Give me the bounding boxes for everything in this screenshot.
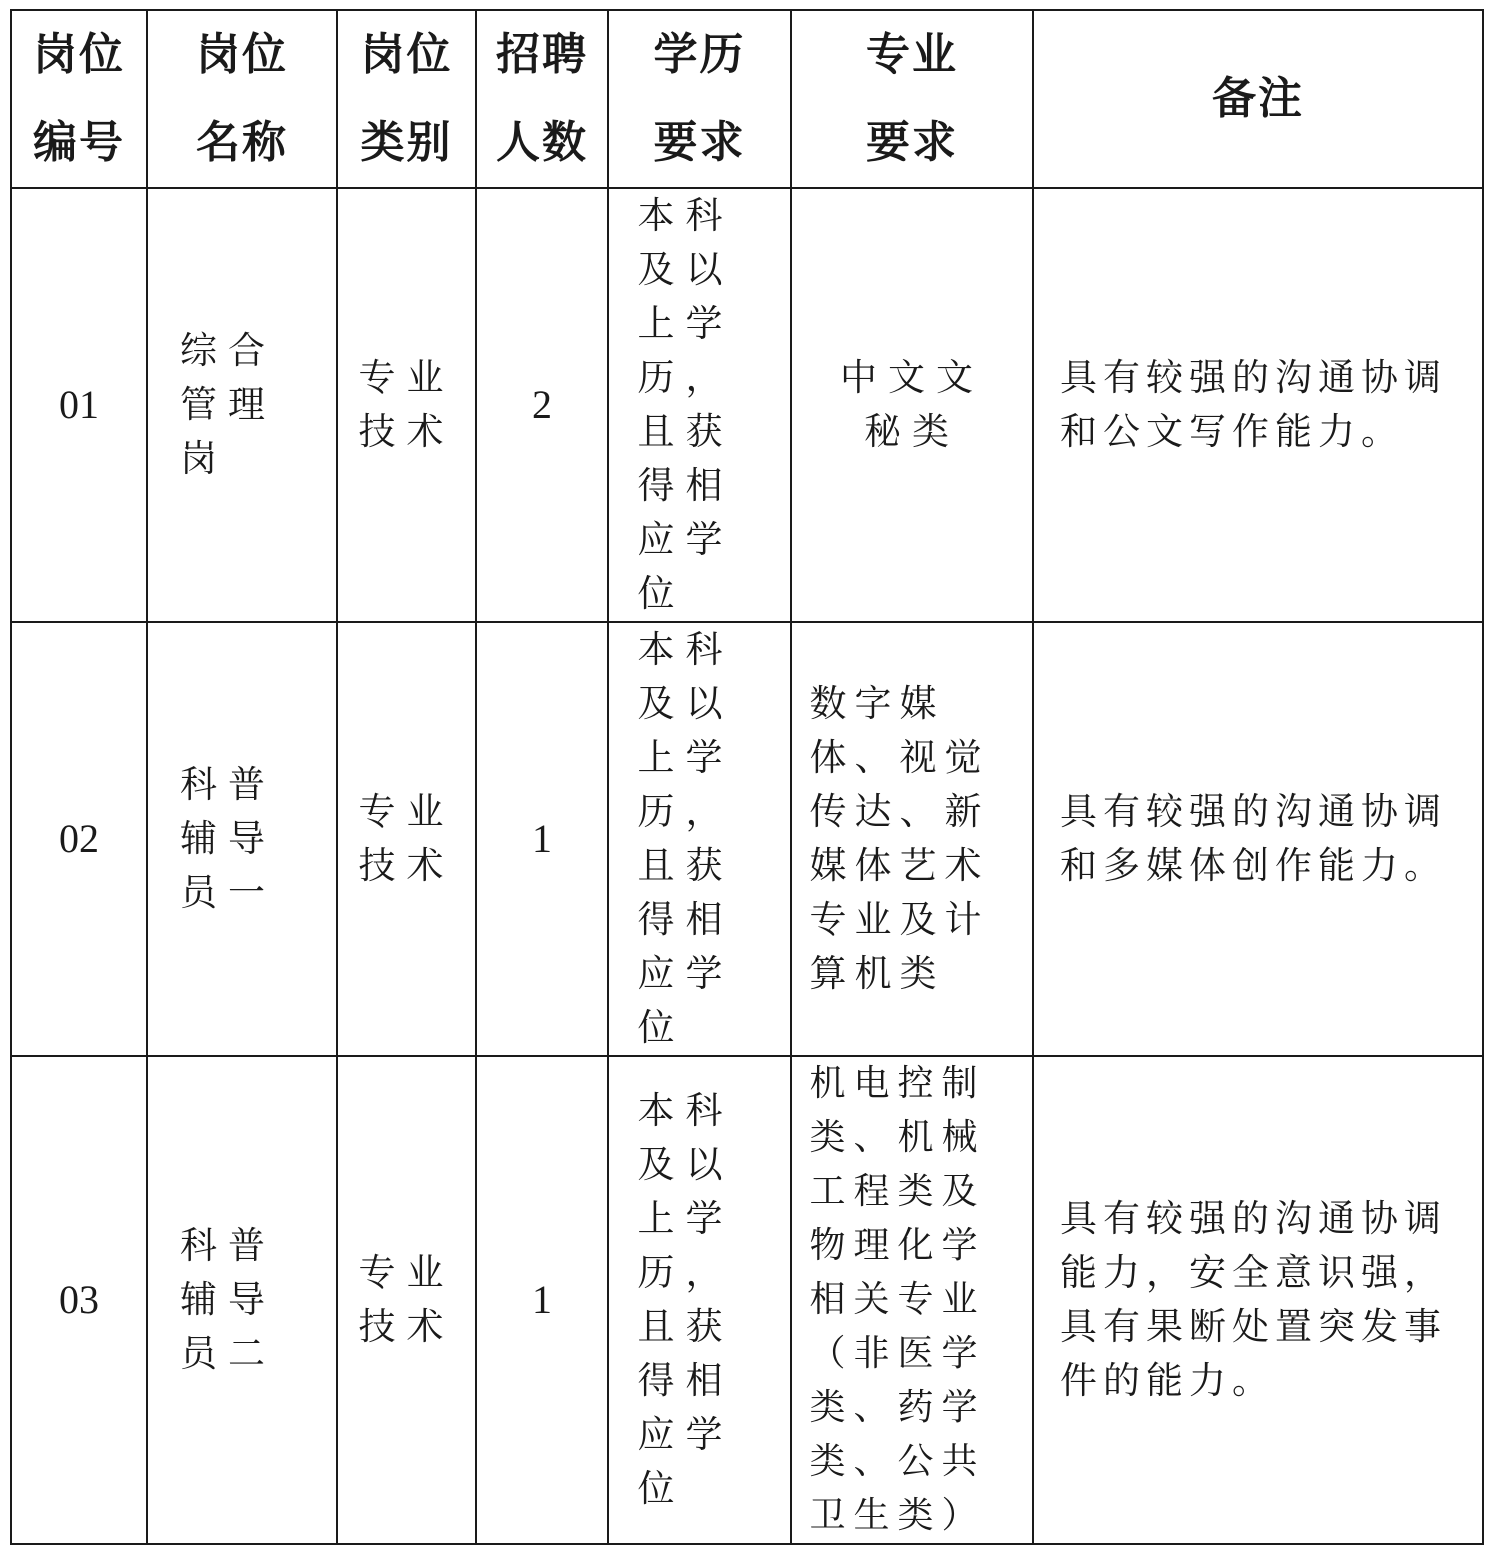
major-requirement: 机电控制类、机械工程类及物理化学相关专业（非医学类、药学类、公共卫生类）: [791, 1056, 1033, 1544]
position-name: 科普辅导员一: [147, 622, 337, 1056]
recruit-count: 2: [476, 188, 608, 622]
position-name: 综合管理岗: [147, 188, 337, 622]
header-position-name: 岗位名称: [147, 10, 337, 188]
recruit-count: 1: [476, 1056, 608, 1544]
header-notes: 备注: [1033, 10, 1483, 188]
header-row: [11, 10, 1483, 188]
education-requirement: 本科及以上学历，且获得相应学位: [608, 622, 791, 1056]
position-type: 专业技术: [337, 1056, 476, 1544]
header-position-type: 岗位类别: [337, 10, 476, 188]
position-code: 03: [11, 1056, 147, 1544]
position-type: 专业技术: [337, 622, 476, 1056]
header-education: 学历要求: [608, 10, 791, 188]
education-requirement: 本科及以上学历，且获得相应学位: [608, 188, 791, 622]
header-major: 专业要求: [791, 10, 1033, 188]
position-type: 专业技术: [337, 188, 476, 622]
major-requirement: 中文文秘类: [791, 188, 1033, 622]
notes: 具有较强的沟通协调和多媒体创作能力。: [1033, 622, 1483, 1056]
notes: 具有较强的沟通协调和公文写作能力。: [1033, 188, 1483, 622]
header-recruit-count: 招聘人数: [476, 10, 608, 188]
major-requirement: 数字媒体、视觉传达、新媒体艺术专业及计算机类: [791, 622, 1033, 1056]
position-name: 科普辅导员二: [147, 1056, 337, 1544]
table-row: [11, 188, 1483, 622]
table-row: [11, 622, 1483, 1056]
notes: 具有较强的沟通协调能力，安全意识强，具有果断处置突发事件的能力。: [1033, 1056, 1483, 1544]
education-requirement: 本科及以上学历，且获得相应学位: [608, 1056, 791, 1544]
table-row: [11, 1056, 1483, 1544]
position-code: 01: [11, 188, 147, 622]
position-code: 02: [11, 622, 147, 1056]
header-position-code: 岗位编号: [11, 10, 147, 188]
recruitment-table: [10, 9, 1484, 1545]
recruit-count: 1: [476, 622, 608, 1056]
